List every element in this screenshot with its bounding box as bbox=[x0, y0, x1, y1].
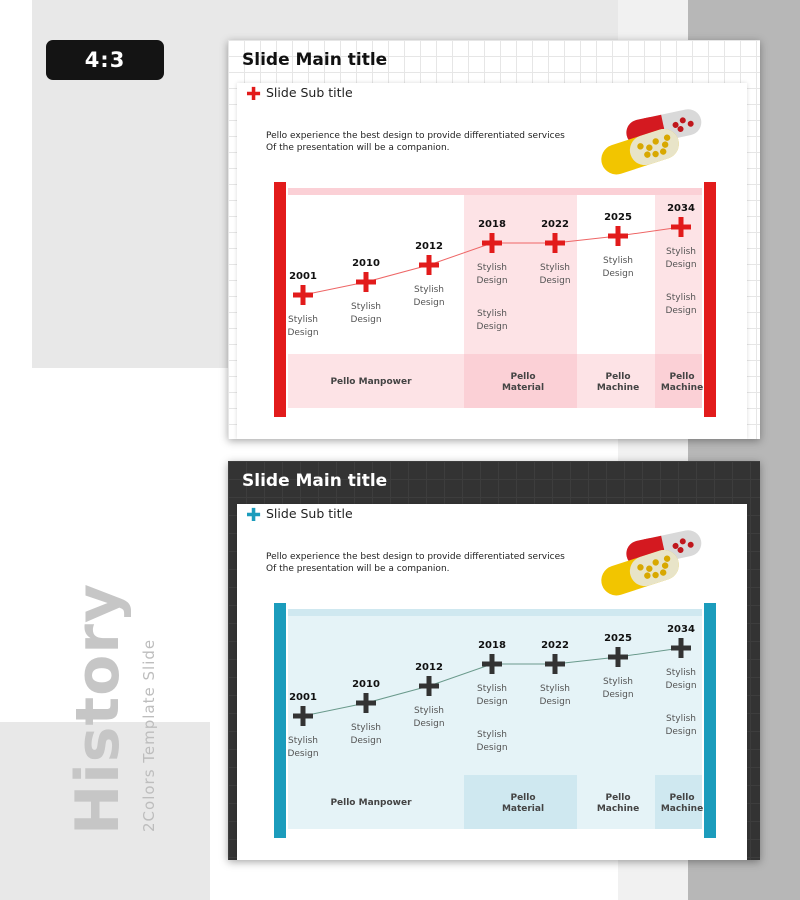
category-label: Material bbox=[501, 804, 545, 814]
item-label: Design bbox=[476, 743, 508, 753]
plus-marker bbox=[427, 255, 432, 275]
item-label: Stylish bbox=[288, 315, 318, 325]
item-label: Design bbox=[287, 749, 319, 759]
item-label: Design bbox=[413, 298, 445, 308]
item-label: Design bbox=[476, 697, 508, 707]
slide-teal-theme[interactable] bbox=[228, 461, 760, 860]
item-label: Design bbox=[539, 697, 571, 707]
category-label: Pello Manpower bbox=[330, 377, 412, 387]
plus-marker bbox=[490, 654, 495, 674]
item-label: Stylish bbox=[540, 684, 570, 694]
item-label: Stylish bbox=[477, 309, 507, 319]
year-label: 2018 bbox=[478, 219, 506, 230]
left-accent-bar bbox=[274, 182, 286, 417]
year-label: 2012 bbox=[415, 241, 443, 252]
category-label: Machine bbox=[660, 383, 704, 393]
item-label: Stylish bbox=[603, 677, 633, 687]
item-label: Design bbox=[602, 690, 634, 700]
plus-marker bbox=[427, 676, 432, 696]
plus-marker bbox=[364, 272, 369, 292]
category-label: Pello Manpower bbox=[330, 798, 412, 808]
item-label: Design bbox=[350, 736, 382, 746]
item-label: Design bbox=[476, 276, 508, 286]
item-label: Stylish bbox=[666, 714, 696, 724]
item-label: Design bbox=[602, 269, 634, 279]
category-label: Pello bbox=[605, 793, 631, 803]
item-label: Design bbox=[665, 681, 697, 691]
category-label: Material bbox=[501, 383, 545, 393]
category-label: Machine bbox=[596, 804, 640, 814]
vertical-title: History bbox=[63, 582, 133, 835]
plus-marker bbox=[490, 233, 495, 253]
plus-marker bbox=[616, 647, 621, 667]
year-label: 2022 bbox=[541, 219, 569, 230]
band-top-edge bbox=[288, 609, 702, 616]
left-accent-bar bbox=[274, 603, 286, 838]
item-label: Stylish bbox=[666, 247, 696, 257]
year-label: 2034 bbox=[667, 203, 695, 214]
year-label: 2025 bbox=[604, 212, 632, 223]
description-line: Pello experience the best design to provide differentiated services bbox=[266, 552, 565, 562]
item-label: Stylish bbox=[351, 723, 381, 733]
item-label: Stylish bbox=[477, 684, 507, 694]
year-label: 2018 bbox=[478, 640, 506, 651]
item-label: Stylish bbox=[288, 736, 318, 746]
timeline-chart bbox=[228, 461, 760, 860]
plus-icon: ✚ bbox=[246, 84, 262, 105]
vertical-subtitle: 2Colors Template Slide bbox=[140, 638, 158, 832]
band-top-edge bbox=[288, 188, 702, 195]
item-label: Design bbox=[539, 276, 571, 286]
item-label: Stylish bbox=[477, 730, 507, 740]
description-line: Pello experience the best design to provide differentiated services bbox=[266, 131, 565, 141]
year-label: 2025 bbox=[604, 633, 632, 644]
category-label: Pello bbox=[510, 793, 536, 803]
item-label: Stylish bbox=[666, 668, 696, 678]
plus-marker bbox=[553, 233, 558, 253]
year-label: 2012 bbox=[415, 662, 443, 673]
category-label: Pello bbox=[669, 793, 695, 803]
timeline-chart bbox=[228, 40, 760, 439]
category-label: Machine bbox=[660, 804, 704, 814]
item-label: Design bbox=[665, 727, 697, 737]
plus-marker bbox=[301, 706, 306, 726]
plus-icon: ✚ bbox=[246, 505, 262, 526]
plus-marker bbox=[364, 693, 369, 713]
plus-marker bbox=[301, 285, 306, 305]
item-label: Stylish bbox=[540, 263, 570, 273]
item-label: Stylish bbox=[351, 302, 381, 312]
slide-sub-title: Slide Sub title bbox=[266, 85, 353, 100]
item-label: Design bbox=[413, 719, 445, 729]
category-label: Pello bbox=[605, 372, 631, 382]
item-label: Stylish bbox=[414, 285, 444, 295]
plus-marker bbox=[553, 654, 558, 674]
slide-main-title: Slide Main title bbox=[242, 50, 388, 70]
category-label: Pello bbox=[510, 372, 536, 382]
year-label: 2001 bbox=[289, 692, 317, 703]
slide-red-theme[interactable] bbox=[228, 40, 760, 439]
item-label: Stylish bbox=[477, 263, 507, 273]
description-line: Of the presentation will be a companion. bbox=[266, 564, 450, 574]
plus-marker bbox=[679, 638, 684, 658]
year-label: 2010 bbox=[352, 258, 380, 269]
year-label: 2022 bbox=[541, 640, 569, 651]
item-label: Design bbox=[665, 306, 697, 316]
item-label: Stylish bbox=[666, 293, 696, 303]
year-label: 2010 bbox=[352, 679, 380, 690]
item-label: Stylish bbox=[414, 706, 444, 716]
category-label: Pello bbox=[669, 372, 695, 382]
category-label: Machine bbox=[596, 383, 640, 393]
item-label: Stylish bbox=[603, 256, 633, 266]
item-label: Design bbox=[476, 322, 508, 332]
right-accent-bar bbox=[704, 182, 716, 417]
item-label: Design bbox=[287, 328, 319, 338]
item-label: Design bbox=[665, 260, 697, 270]
year-label: 2001 bbox=[289, 271, 317, 282]
plus-marker bbox=[679, 217, 684, 237]
slide-sub-title: Slide Sub title bbox=[266, 506, 353, 521]
item-label: Design bbox=[350, 315, 382, 325]
plus-marker bbox=[616, 226, 621, 246]
slide-main-title: Slide Main title bbox=[242, 471, 388, 491]
description-line: Of the presentation will be a companion. bbox=[266, 143, 450, 153]
right-accent-bar bbox=[704, 603, 716, 838]
aspect-ratio-badge: 4:3 bbox=[46, 40, 164, 80]
year-label: 2034 bbox=[667, 624, 695, 635]
